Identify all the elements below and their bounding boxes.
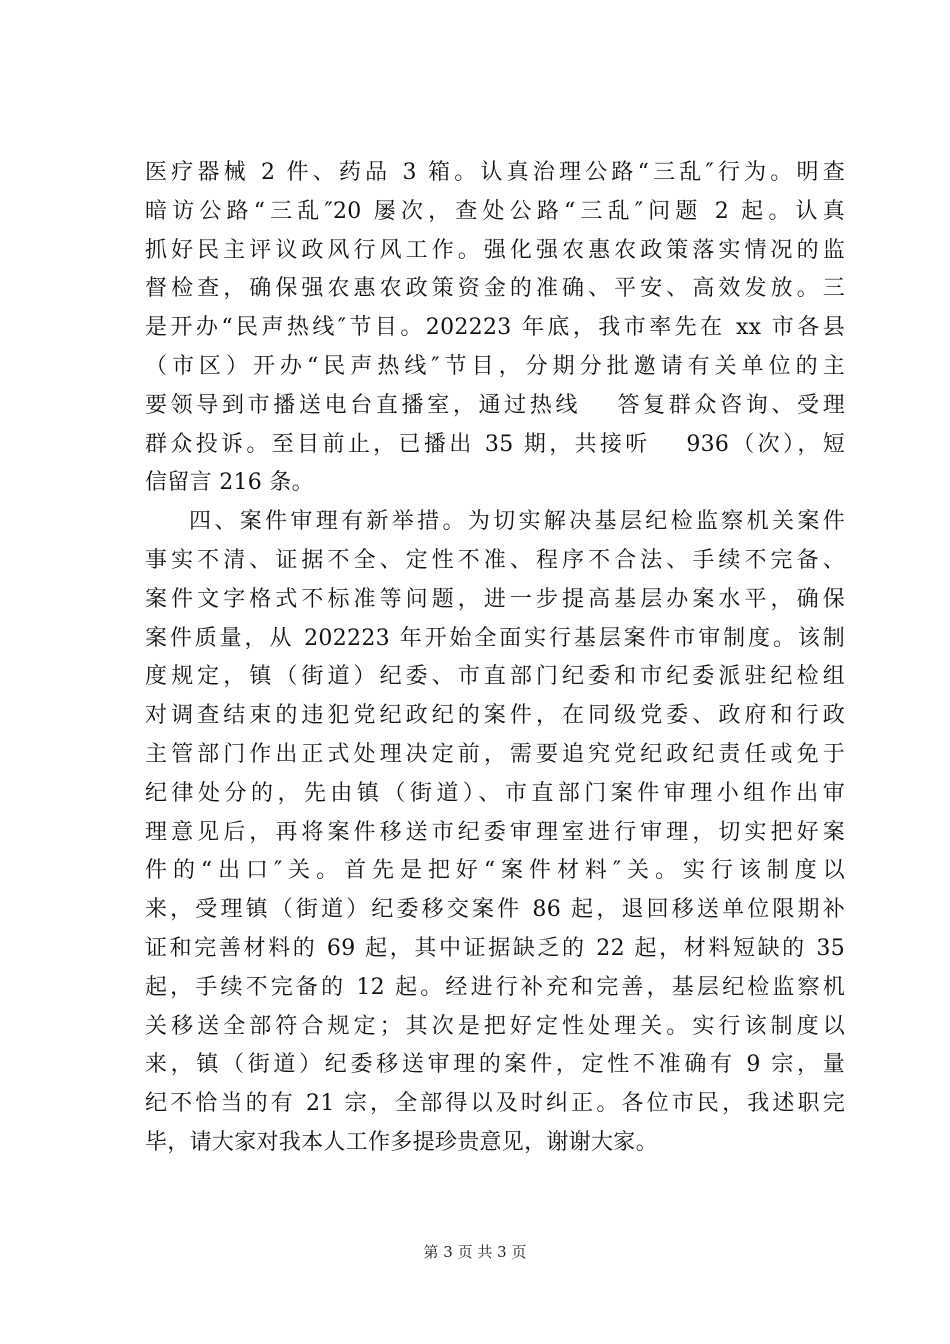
text-line: 群众投诉。至目前止，已播出 35 期，共接听 936（次），短 (145, 431, 845, 457)
text-line: 对调查结束的违犯党纪政纪的案件，在同级党委、政府和行政 (145, 703, 845, 729)
page-number-footer: 第 3 页 共 3 页 (423, 1243, 527, 1261)
text-line: 理意见后，再将案件移送市纪委审理室进行审理，切实把好案 (145, 819, 845, 845)
paragraph-2 (145, 503, 845, 1163)
text-line: 暗访公路“三乱″20 屡次，查处公路“三乱″问题 2 起。认真 (145, 198, 845, 224)
text-line: 要领导到市播送电台直播室，通过热线 答复群众咨询、受理 (145, 392, 845, 418)
text-line: 毕，请大家对我本人工作多提珍贵意见，谢谢大家。 (145, 1129, 658, 1155)
document-body (145, 154, 845, 1163)
text-line: 抓好民主评议政风行风工作。强化强农惠农政策落实情况的监 (145, 237, 845, 263)
text-line: 来，镇（街道）纪委移送审理的案件，定性不准确有 9 宗，量 (145, 1052, 845, 1078)
text-line: 主管部门作出正式处理决定前，需要追究党纪政纪责任或免于 (145, 741, 845, 767)
text-line: 事实不清、证据不全、定性不准、程序不合法、手续不完备、 (145, 547, 845, 573)
text-line: 案件质量，从 202223 年开始全面实行基层案件市审制度。该制 (145, 625, 845, 651)
text-line: 案件文字格式不标准等问题，进一步提高基层办案水平，确保 (145, 586, 845, 612)
text-line: 是开办“民声热线″节目。202223 年底，我市率先在 xx 市各县 (145, 315, 845, 341)
text-line: 纪不恰当的有 21 宗，全部得以及时纠正。各位市民，我述职完 (145, 1091, 845, 1117)
text-line: 件的“出口″关。首先是把好“案件材料″关。实行该制度以 (145, 858, 845, 884)
text-line: 纪律处分的，先由镇（街道）、市直部门案件审理小组作出审 (145, 780, 845, 806)
text-line: 关移送全部符合规定；其次是把好定性处理关。实行该制度以 (145, 1013, 845, 1039)
text-line: 督检查，确保强农惠农政策资金的准确、平安、高效发放。三 (145, 276, 845, 302)
text-line: 四、案件审理有新举措。为切实解决基层纪检监察机关案件 (189, 509, 845, 535)
paragraph-1 (145, 154, 845, 503)
text-line: 度规定，镇（街道）纪委、市直部门纪委和市纪委派驻纪检组 (145, 664, 845, 690)
text-line: （市区）开办“民声热线″节目，分期分批邀请有关单位的主 (145, 353, 845, 379)
text-line: 医疗器械 2 件、药品 3 箱。认真治理公路“三乱″行为。明查 (145, 160, 845, 185)
text-line: 来，受理镇（街道）纪委移交案件 86 起，退回移送单位限期补 (145, 897, 845, 923)
text-line: 起，手续不完备的 12 起。经进行补充和完善，基层纪检监察机 (145, 974, 845, 1000)
text-line: 信留言 216 条。 (145, 470, 314, 496)
text-line: 证和完善材料的 69 起，其中证据缺乏的 22 起，材料短缺的 35 (145, 935, 845, 961)
